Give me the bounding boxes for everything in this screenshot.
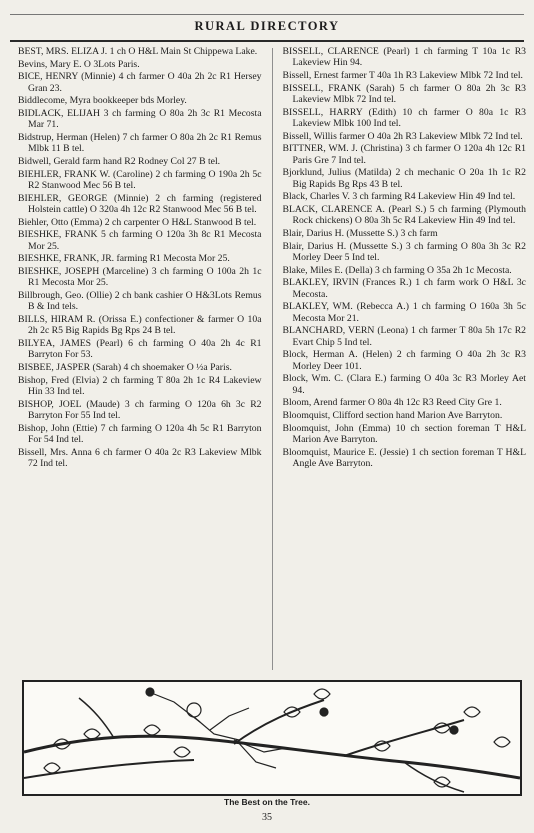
right-column — [283, 46, 527, 670]
directory-entry: Bissell, Mrs. Anna 6 ch farmer O 40a 2c R3 Lakeview Mlbk 72 Ind tel. — [18, 446, 262, 469]
directory-entry: Blake, Miles E. (Della) 3 ch farming O 35a 2h 1c Mecosta. — [282, 264, 512, 276]
directory-entry: Bloomquist, Maurice E. (Jessie) 1 ch section foreman T H&L Angle Ave Barryton. — [282, 446, 526, 469]
boy-in-tree-illustration — [22, 680, 522, 796]
directory-entry: BIEHLER, GEORGE (Minnie) 2 ch farming (registered Holstein cattle) O 320a 4h 12c R2 Stanwood Mec 56 B tel. — [18, 192, 262, 215]
directory-entry: BITTNER, WM. J. (Christina) 3 ch farmer O 120a 4h 12c R1 Paris Gre 7 Ind tel. — [282, 143, 526, 166]
directory-entry: Block, Herman A. (Helen) 2 ch farming O 40a 2h 3c R3 Morley Deer 101. — [282, 349, 526, 372]
directory-entry: BIEHLER, FRANK W. (Caroline) 2 ch farming O 190a 2h 5c R2 Stanwood Mec 56 B tel. — [18, 168, 262, 191]
directory-entry: Bidwell, Gerald farm hand R2 Rodney Col 27 B tel. — [18, 156, 221, 168]
directory-entry: Blair, Darius H. (Mussette S.) 3 ch farming O 80a 3h 3c R2 Morley Deer 5 Ind tel. — [282, 240, 526, 263]
page-header — [10, 14, 524, 42]
left-column — [18, 46, 262, 670]
directory-entry: BIDLACK, ELIJAH 3 ch farming O 80a 2h 3c R1 Mecosta Mar 71. — [18, 108, 262, 131]
directory-entry: BLANCHARD, VERN (Leona) 1 ch farmer T 80a 5h 17c R2 Evart Chip 5 Ind tel. — [282, 325, 526, 348]
directory-entry: BISBEE, JASPER (Sarah) 4 ch shoemaker O ½a Paris. — [18, 361, 232, 373]
header-top-rule — [10, 14, 524, 15]
directory-entry: BICE, HENRY (Minnie) 4 ch farmer O 40a 2h 2c R1 Hersey Gran 23. — [18, 71, 262, 94]
directory-entry: Bevins, Mary E. O 3Lots Paris. — [18, 58, 140, 70]
directory-entry: Bjorklund, Julius (Matilda) 2 ch mechanic O 20a 1h 1c R2 Big Rapids Bg Rps 43 B tel. — [282, 167, 526, 190]
directory-entry: Bishop, John (Ettie) 7 ch farming O 120a 4h 5c R1 Barryton For 54 Ind tel. — [18, 422, 262, 445]
directory-entry: BISSELL, CLARENCE (Pearl) 1 ch farming T 10a 1c R3 Lakeview Hin 94. — [282, 46, 526, 69]
directory-entry: BIESHKE, FRANK, JR. farming R1 Mecosta Mor 25. — [18, 253, 230, 265]
directory-entry: Bissell, Willis farmer O 40a 2h R3 Lakeview Mlbk 72 Ind tel. — [282, 130, 523, 142]
directory-entry: BISSELL, FRANK (Sarah) 5 ch farmer O 80a 2h 3c R3 Lakeview Mlbk 72 Ind tel. — [282, 82, 526, 105]
directory-entry: Bloomquist, Clifford section hand Marion Ave Barryton. — [282, 409, 503, 421]
directory-entry: Biehler, Otto (Emma) 2 ch carpenter O H&L Stanwood B tel. — [18, 216, 257, 228]
illustration-caption: The Best on the Tree. — [224, 797, 310, 807]
directory-entry: BILYEA, JAMES (Pearl) 6 ch farming O 40a 2h 4c R1 Barryton For 53. — [18, 337, 262, 361]
directory-columns — [18, 46, 526, 670]
directory-entry: Bissell, Ernest farmer T 40a 1h R3 Lakeview Mlbk 72 Ind tel. — [282, 69, 523, 81]
directory-entry: BLAKLEY, WM. (Rebecca A.) 1 ch farming O 160a 3h 5c Mecosta Mor 21. — [282, 301, 526, 324]
directory-entry: Blair, Darius H. (Mussette S.) 3 ch farm — [282, 227, 438, 239]
directory-entry: Bishop, Fred (Elvia) 2 ch farming T 80a 2h 1c R4 Lakeview Hin 33 Ind tel. — [18, 374, 262, 397]
directory-entry: Bloom, Arend farmer O 80a 4h 12c R3 Reed City Gre 1. — [282, 397, 502, 409]
directory-entry: Block, Wm. C. (Clara E.) farming O 40a 3c R3 Morley Aet 94. — [282, 373, 526, 396]
directory-entry: BIESHKE, FRANK 5 ch farming O 120a 3h 8c R1 Mecosta Mor 25. — [18, 229, 262, 252]
page-title: RURAL DIRECTORY — [194, 19, 340, 33]
directory-entry: Billbrough, Geo. (Ollie) 2 ch bank cashier O H&3Lots Remus B & Ind tels. — [18, 290, 262, 313]
directory-entry: Bidstrup, Herman (Helen) 7 ch farmer O 80a 2h 2c R1 Remus Mlbk 11 B tel. — [18, 132, 262, 155]
directory-entry: Black, Charles V. 3 ch farming R4 Lakeview Hin 49 Ind tel. — [282, 191, 516, 203]
directory-entry: BISSELL, HARRY (Edith) 10 ch farmer O 80a 1c R3 Lakeview Mlbk 100 Ind tel. — [282, 106, 526, 129]
directory-entry: Bloomquist, John (Emma) 10 ch section foreman T H&L Marion Ave Barryton. — [282, 422, 526, 445]
directory-entry: BLAKLEY, IRVIN (Frances R.) 1 ch farm work O H&L 3c Mecosta. — [282, 277, 526, 300]
column-divider — [272, 48, 273, 670]
directory-entry: BISHOP, JOEL (Maude) 3 ch farming O 120a 6h 3c R2 Barryton For 55 Ind tel. — [18, 398, 262, 421]
tree-drawing — [24, 682, 520, 794]
page-number: 35 — [262, 812, 272, 823]
directory-entry: BIESHKE, JOSEPH (Marceline) 3 ch farming O 100a 2h 1c R1 Mecosta Mor 25. — [18, 266, 262, 289]
directory-entry: BILLS, HIRAM R. (Orissa E.) confectioner & farmer O 10a 2h 2c R5 Big Rapids Bg Rps 24 B tel. — [18, 314, 262, 337]
directory-entry: BEST, MRS. ELIZA J. 1 ch O H&L Main St Chippewa Lake. — [18, 46, 258, 57]
directory-entry: Biddlecome, Myra bookkeeper bds Morley. — [18, 95, 187, 107]
directory-entry: BLACK, CLARENCE A. (Pearl S.) 5 ch farming (Plymouth Rock chickens) O 80a 3h 5c R4 Lakeview Hin 49 Ind tel. — [282, 203, 526, 227]
